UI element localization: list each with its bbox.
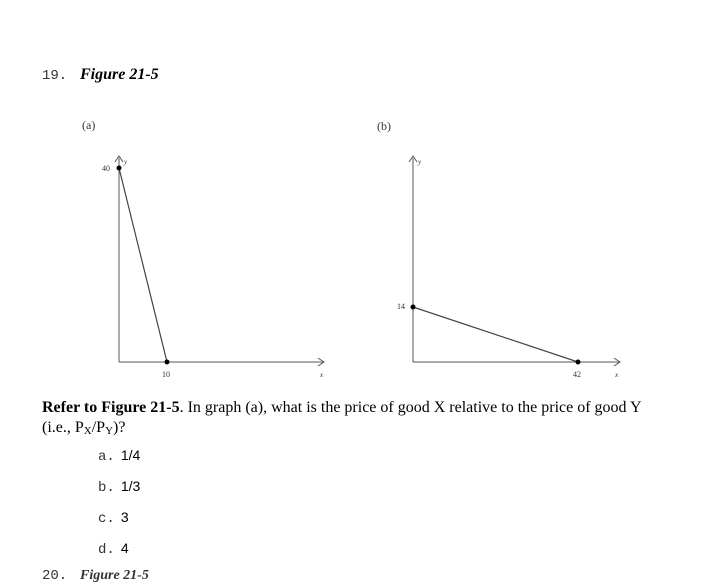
question-line2-start: (i.e., P	[42, 419, 84, 436]
graph-b-y-intercept-point	[411, 305, 416, 310]
graph-a-x-tick-label: 10	[162, 370, 170, 379]
graph-b-x-tick-label: 42	[573, 370, 581, 379]
question-line1: . In graph (a), what is the price of good X relative to the price of good Y	[179, 399, 642, 416]
graph-b-budget-line	[413, 307, 578, 362]
graph-b-label: (b)	[377, 119, 391, 133]
answer-letter: d.	[98, 542, 115, 558]
question-line2-end: )?	[113, 419, 126, 436]
graph-a	[102, 156, 324, 379]
graph-a-y-tick-label: 40	[102, 164, 110, 173]
graph-a-x-intercept-point	[165, 360, 170, 365]
question-number: 19.	[42, 68, 68, 84]
next-question-number: 20.	[42, 568, 68, 584]
answer-option-b[interactable]	[98, 478, 140, 496]
slash-p: /P	[91, 419, 106, 436]
figure-reference: Refer to Figure 21-5	[42, 399, 180, 416]
answer-value: 1/4	[120, 447, 141, 463]
graph-a-y-intercept-point	[117, 166, 122, 171]
answer-value: 3	[120, 509, 129, 525]
subscript-x: X	[83, 425, 92, 437]
answer-value: 1/3	[120, 478, 141, 494]
answer-letter: b.	[98, 480, 115, 496]
graph-b-x-axis-name: x	[615, 371, 619, 379]
answer-option-c[interactable]	[98, 509, 129, 527]
question-text	[42, 398, 682, 441]
next-figure-title: Figure 21-5	[80, 568, 149, 583]
answer-letter: c.	[98, 511, 115, 527]
graph-a-label: (a)	[82, 118, 96, 132]
figure-title: Figure 21-5	[80, 66, 159, 83]
graph-a-x-axis-name: x	[320, 371, 324, 379]
answer-letter: a.	[98, 449, 115, 465]
graph-b	[397, 156, 620, 379]
next-question-cutoff	[42, 568, 149, 584]
answer-value: 4	[120, 540, 129, 556]
graph-b-y-tick-label: 14	[397, 302, 405, 311]
answer-option-a[interactable]	[98, 447, 140, 465]
graph-b-y-axis-name: y	[418, 158, 422, 166]
graph-a-y-axis-name: y	[124, 158, 128, 166]
graph-b-x-intercept-point	[576, 360, 581, 365]
graph-a-budget-line	[119, 168, 167, 362]
subscript-y: Y	[105, 425, 114, 437]
answer-option-d[interactable]	[98, 540, 129, 558]
